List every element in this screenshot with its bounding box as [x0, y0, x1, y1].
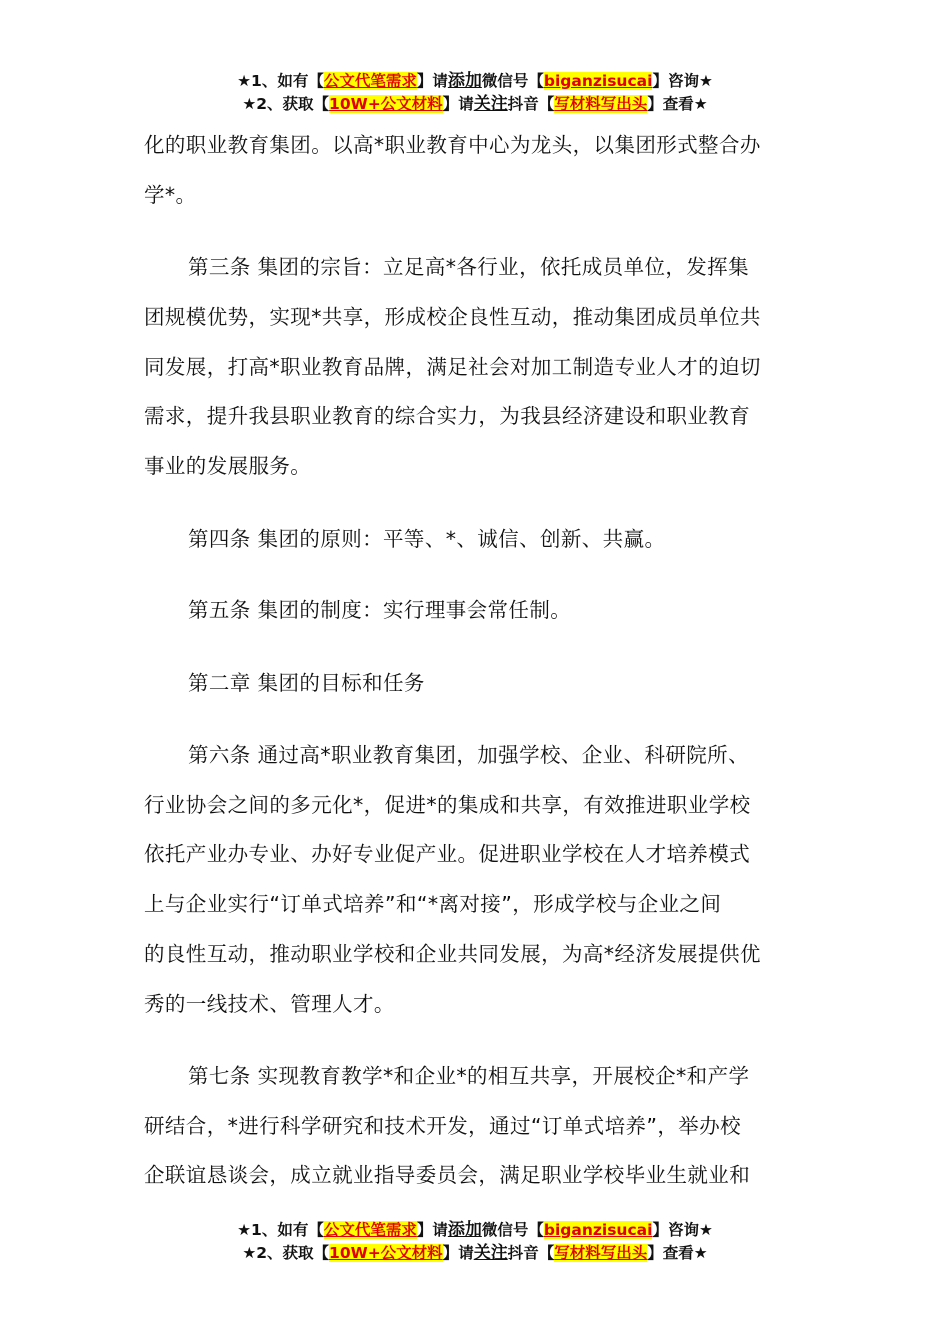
text: 】查看★ — [647, 1244, 708, 1262]
text-line: 企联谊恳谈会，成立就业指导委员会，满足职业学校毕业生就业和 — [144, 1163, 751, 1187]
underlined-text: 关注 — [473, 94, 508, 114]
text-line: 团规模优势，实现*共享，形成校企良性互动，推动集团成员单位共 — [144, 305, 761, 329]
highlight-douyin: 写材料写出头 — [554, 1244, 648, 1262]
text-line: 第三条 集团的宗旨：立足高*各行业，依托成员单位，发挥集 — [188, 255, 749, 279]
text: 】请 — [442, 1244, 474, 1262]
underlined-text: 添加 — [447, 1220, 482, 1240]
text-line: 同发展，打高*职业教育品牌，满足社会对加工制造专业人才的迫切 — [144, 355, 761, 379]
highlight-service: 公文代笔需求 — [323, 72, 417, 90]
text-line: 化的职业教育集团。以高*职业教育中心为龙头，以集团形式整合办 — [144, 133, 761, 157]
text: 】咨询★ — [652, 72, 713, 90]
text: 微信号【 — [481, 72, 544, 90]
text: 】查看★ — [647, 95, 708, 113]
text: 】请 — [416, 72, 448, 90]
text-line: 秀的一线技术、管理人才。 — [144, 992, 395, 1016]
text-line: 行业协会之间的多元化*，促进*的集成和共享，有效推进职业学校 — [144, 793, 751, 817]
text: 】请 — [416, 1221, 448, 1239]
text-line: 研结合，*进行科学研究和技术开发，通过“订单式培养”，举办校 — [144, 1114, 741, 1138]
text: 抖音【 — [507, 95, 555, 113]
underlined-text: 添加 — [447, 71, 482, 91]
text: 微信号【 — [481, 1221, 544, 1239]
text: 抖音【 — [507, 1244, 555, 1262]
footer-banner — [0, 1219, 950, 1265]
highlight-wechat: biganzisucai — [543, 1221, 653, 1239]
highlight-materials: 10W+公文材料 — [329, 1244, 443, 1262]
text: 】请 — [442, 95, 474, 113]
text-line: 的良性互动，推动职业学校和企业共同发展，为高*经济发展提供优 — [144, 942, 761, 966]
highlight-douyin: 写材料写出头 — [554, 95, 648, 113]
text-line: 第五条 集团的制度：实行理事会常任制。 — [188, 598, 572, 622]
text-line: 依托产业办专业、办好专业促产业。促进职业学校在人才培养模式 — [144, 842, 751, 866]
text: ★2、获取【 — [242, 1244, 330, 1262]
text-line: 第四条 集团的原则：平等、*、诚信、创新、共赢。 — [188, 527, 666, 551]
underlined-text: 关注 — [473, 1243, 508, 1263]
highlight-materials: 10W+公文材料 — [329, 95, 443, 113]
chapter-heading: 第二章 集团的目标和任务 — [188, 671, 425, 695]
header-banner — [0, 70, 950, 116]
text-line: 需求，提升我县职业教育的综合实力，为我县经济建设和职业教育 — [144, 404, 751, 428]
banner-line-2 — [0, 1242, 950, 1265]
banner-line-1 — [0, 1219, 950, 1242]
banner-line-2 — [0, 93, 950, 116]
highlight-wechat: biganzisucai — [543, 72, 653, 90]
text: ★2、获取【 — [242, 95, 330, 113]
text: ★1、如有【 — [237, 1221, 324, 1239]
text-line: 上与企业实行“订单式培养”和“*离对接”，形成学校与企业之间 — [144, 892, 722, 916]
highlight-service: 公文代笔需求 — [323, 1221, 417, 1239]
text-line: 学*。 — [144, 183, 197, 207]
text: 】咨询★ — [652, 1221, 713, 1239]
text-line: 第六条 通过高*职业教育集团，加强学校、企业、科研院所、 — [188, 743, 749, 767]
banner-line-1 — [0, 70, 950, 93]
text-line: 事业的发展服务。 — [144, 454, 312, 478]
text: ★1、如有【 — [237, 72, 324, 90]
text-line: 第七条 实现教育教学*和企业*的相互共享，开展校企*和产学 — [188, 1064, 750, 1088]
